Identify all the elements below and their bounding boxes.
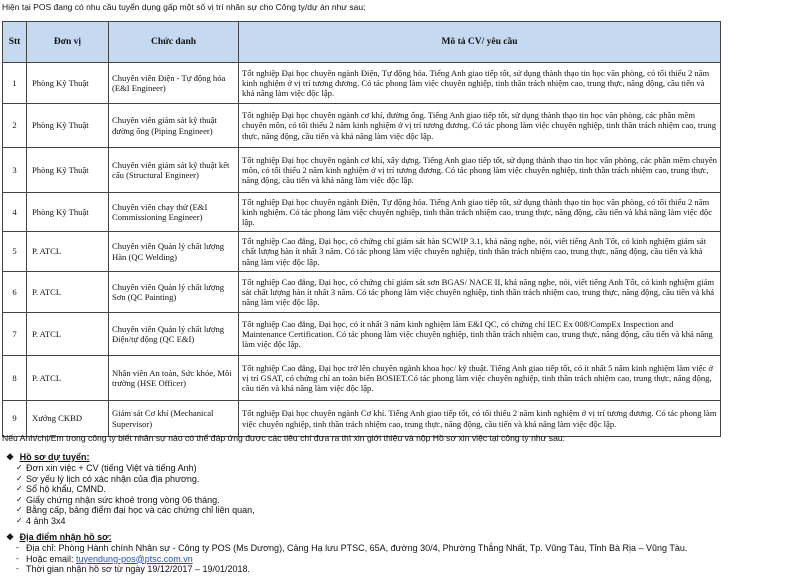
row-stt: 3 xyxy=(3,148,27,193)
dossier-list xyxy=(6,463,255,527)
list-item-text: Sơ yếu lý lịch có xác nhận của địa phương. xyxy=(26,473,200,484)
address-text: Địa chỉ: Phòng Hành chính Nhân sự - Công ty POS (Ms Dương), Cảng Hạ lưu PTSC, 65A, đường 30/4, Phường Thắng Nhất, Tp. Vũng Tàu, Tỉnh Bà Rịa – Vũng Tàu. xyxy=(26,543,688,553)
row-unit: Phòng Kỹ Thuật xyxy=(27,104,109,148)
row-stt: 2 xyxy=(3,104,27,148)
table-row xyxy=(3,63,721,104)
row-stt: 9 xyxy=(3,401,27,437)
row-unit: Phòng Kỹ Thuật xyxy=(27,148,109,193)
location-heading: Địa điểm nhận hồ sơ: xyxy=(19,532,112,542)
email-prefix: Hoặc email: xyxy=(26,553,77,564)
row-unit: Xưởng CKBD xyxy=(27,401,109,437)
dossier-heading: Hồ sơ dự tuyển: xyxy=(19,452,90,462)
diamond-bullet-icon: ❖ xyxy=(6,532,15,542)
check-bullet-icon: ✓ xyxy=(16,494,23,504)
row-unit: P. ATCL xyxy=(27,232,109,272)
check-bullet-icon: ✓ xyxy=(16,505,23,515)
row-stt: 8 xyxy=(3,356,27,401)
list-item xyxy=(6,554,687,565)
row-unit: Phòng Kỹ Thuật xyxy=(27,63,109,104)
row-title: Chuyên viên chạy thử (E&I Commissioning Engineer) xyxy=(109,193,239,232)
row-desc: Tốt nghiệp Cao đẳng, Đại học, có chứng chỉ giám sát hàn SCWIP 3.1, khả năng nghe, nói, viết tiếng Anh Tốt, có kinh nghiệm giám sát chất lượng hàn ít nhất 3 năm. Có tác phong làm việc chuyên nghiệp, tinh thần trách nhiệm cao, trung thực, năng động, cầu tiến và khả năng làm việc độc lập. xyxy=(239,232,721,272)
list-item xyxy=(6,505,255,516)
row-desc: Tốt nghiệp Cao đẳng, Đại học, có ít nhất 3 năm kinh nghiệm làm E&I QC, có chứng chỉ IEC Ex 008/CompEx Inspection and Maintenance Certification. Có tác phong làm việc chuyên nghiệp, tinh thần trách nhiệm cao, trung thực, năng động, cầu tiến và khả năng làm việc độc lập. xyxy=(239,313,721,356)
time-text: Thời gian nhận hồ sơ từ ngày 19/12/2017 – 19/01/2018. xyxy=(26,564,250,575)
table-row xyxy=(3,104,721,148)
row-desc: Tốt nghiệp Cao đẳng, Đại học, có chứng chỉ giám sát sơn BGAS/ NACE II, khả năng nghe, nói, viết tiếng Anh Tốt, có kinh nghiệm giám sát chất lượng hàn ít nhất 3 năm. Có tác phong làm việc chuyên nghiệp, tinh thần trách nhiệm cao, trung thực, năng động, cầu tiến và khả năng làm việc độc lập. xyxy=(239,272,721,313)
check-bullet-icon: ✓ xyxy=(16,473,23,483)
list-item-text: Bằng cấp, bảng điểm đại học và các chứng chỉ liên quan, xyxy=(26,505,255,516)
referral-note: Nếu Anh/chị/Em trong công ty biết nhân sự nào có thể đáp ứng được các tiêu chí đưa ra thì xin giới thiệu và nộp Hồ sơ xin việc tại công ty như sau: xyxy=(2,433,566,443)
row-stt: 5 xyxy=(3,232,27,272)
row-title: Giám sát Cơ khí (Mechanical Supervisor) xyxy=(109,401,239,437)
check-bullet-icon: ✓ xyxy=(16,515,23,525)
dash-bullet-icon: - xyxy=(16,543,19,552)
list-item xyxy=(6,495,255,506)
row-stt: 7 xyxy=(3,313,27,356)
row-title: Nhân viên An toàn, Sức khỏe, Môi trường (HSE Officer) xyxy=(109,356,239,401)
diamond-bullet-icon: ❖ xyxy=(6,452,15,462)
table-row xyxy=(3,401,721,437)
table-row xyxy=(3,193,721,232)
table-row xyxy=(3,232,721,272)
list-item-text: 4 ảnh 3x4 xyxy=(26,515,66,526)
dossier-section xyxy=(6,452,255,527)
location-section xyxy=(6,532,687,575)
row-title: Chuyên viên giám sát kỹ thuật đường ống (Piping Engineer) xyxy=(109,104,239,148)
row-title: Chuyên viên Quản lý chất lượng Hàn (QC Welding) xyxy=(109,232,239,272)
table-row xyxy=(3,356,721,401)
table-row xyxy=(3,148,721,193)
list-item xyxy=(6,484,255,495)
location-list xyxy=(6,543,687,575)
row-desc: Tốt nghiệp Đại học chuyên ngành Cơ khí. Tiếng Anh giao tiếp tốt, có tối thiểu 2 năm kinh nghiệm ở vị trí tương đương. Có tác phong làm việc chuyên nghiệp, tinh thần trách nhiệm cao, trung thực, năng động, cầu tiến và khả năng làm việc độc lập. xyxy=(239,401,721,437)
list-item-text: Đơn xin việc + CV (tiếng Việt và tiếng Anh) xyxy=(26,463,197,473)
row-desc: Tốt nghiệp Đại học chuyên ngành Điện, Tự động hóa. Tiếng Anh giao tiếp tốt, sử dụng thành thạo tin học văn phòng, có tối thiểu 2 năm kinh nghiệm. Có tác phong làm việc chuyên nghiệp, tinh thần trách nhiệm cao, trung thực, năng động, cầu tiến và khả năng làm việc độc lập. xyxy=(239,193,721,232)
row-title: Chuyên viên Quản lý chất lượng Điện/tự động (QC E&I) xyxy=(109,313,239,356)
email-link[interactable]: tuyendung-pos@ptsc.com.vn xyxy=(76,553,193,564)
table-header-row xyxy=(3,22,721,63)
row-desc: Tốt nghiệp Đại học chuyên ngành Điện, Tự động hóa. Tiếng Anh giao tiếp tốt, sử dụng thành thạo tin học văn phòng, có tối thiểu 2 năm kinh nghiệm ở vị trí tương đương. Có tác phong làm việc chuyên nghiệp, tinh thần trách nhiệm cao, trung thực, năng động, cầu tiến và khả năng làm việc độc lập. xyxy=(239,63,721,104)
header-title: Chức danh xyxy=(109,22,239,63)
row-title: Chuyên viên Quản lý chất lượng Sơn (QC Painting) xyxy=(109,272,239,313)
row-desc: Tốt nghiệp Cao đẳng, Đại học trở lên chuyên ngành khoa học/ kỹ thuật. Tiếng Anh giao tiếp tốt, có ít nhất 5 năm kinh nghiệm làm việc ở vị trí GSAT, có chứng chỉ an toàn biển BOSIET.Có tác phong làm việc chuyên nghiệp, tinh thần trách nhiệm cao, trung thực, năng động, cầu tiến và khả năng làm việc độc lập. xyxy=(239,356,721,401)
dash-bullet-icon: - xyxy=(16,553,19,563)
header-stt: Stt xyxy=(3,22,27,63)
table-row xyxy=(3,313,721,356)
check-bullet-icon: ✓ xyxy=(16,463,23,472)
table-row xyxy=(3,272,721,313)
dash-bullet-icon: - xyxy=(16,564,19,574)
row-unit: P. ATCL xyxy=(27,356,109,401)
list-item xyxy=(6,543,687,554)
row-desc: Tốt nghiệp Đại học chuyên ngành cơ khí, đường ống. Tiếng Anh giao tiếp tốt, sử dụng thành thạo tin học văn phòng, các phần mềm chuyên môn, có tối thiểu 2 năm kinh nghiệm ở vị trí tương đương. Có tác phong làm việc chuyên nghiệp, tinh thần trách nhiệm cao, trung thực, năng động, cầu tiến và khả năng làm việc độc lập. xyxy=(239,104,721,148)
list-item xyxy=(6,516,255,527)
row-desc: Tốt nghiệp Đại học chuyên ngành cơ khí, xây dựng. Tiếng Anh giao tiếp tốt, sử dụng thành thạo tin học văn phòng, các phần mềm chuyên môn, có tối thiểu 2 năm kinh nghiệm ở vị trí tương đương. Có tác phong làm việc chuyên nghiệp, tinh thần trách nhiệm cao, trung thực, năng động, cầu tiến và khả năng làm việc độc lập. xyxy=(239,148,721,193)
list-item-text: Sổ hộ khẩu, CMND. xyxy=(26,484,107,495)
row-stt: 6 xyxy=(3,272,27,313)
header-unit: Đơn vị xyxy=(27,22,109,63)
list-item xyxy=(6,564,687,575)
list-item-text: Giấy chứng nhận sức khoẻ trong vòng 06 tháng. xyxy=(26,494,220,505)
row-stt: 4 xyxy=(3,193,27,232)
check-bullet-icon: ✓ xyxy=(16,484,23,494)
list-item xyxy=(6,463,255,474)
row-stt: 1 xyxy=(3,63,27,104)
row-unit: P. ATCL xyxy=(27,272,109,313)
row-title: Chuyên viên Điện - Tự động hóa (E&I Engineer) xyxy=(109,63,239,104)
row-title: Chuyên viên giám sát kỹ thuật kết cấu (Structural Engineer) xyxy=(109,148,239,193)
header-desc: Mô tả CV/ yêu cầu xyxy=(239,22,721,63)
row-unit: P. ATCL xyxy=(27,313,109,356)
row-unit: Phòng Kỹ Thuật xyxy=(27,193,109,232)
job-table xyxy=(2,21,721,437)
list-item xyxy=(6,474,255,485)
intro-text: Hiện tại POS đang có nhu cầu tuyển dụng gấp một số vị trí nhân sự cho Công ty/dự án như sau; xyxy=(2,2,366,12)
